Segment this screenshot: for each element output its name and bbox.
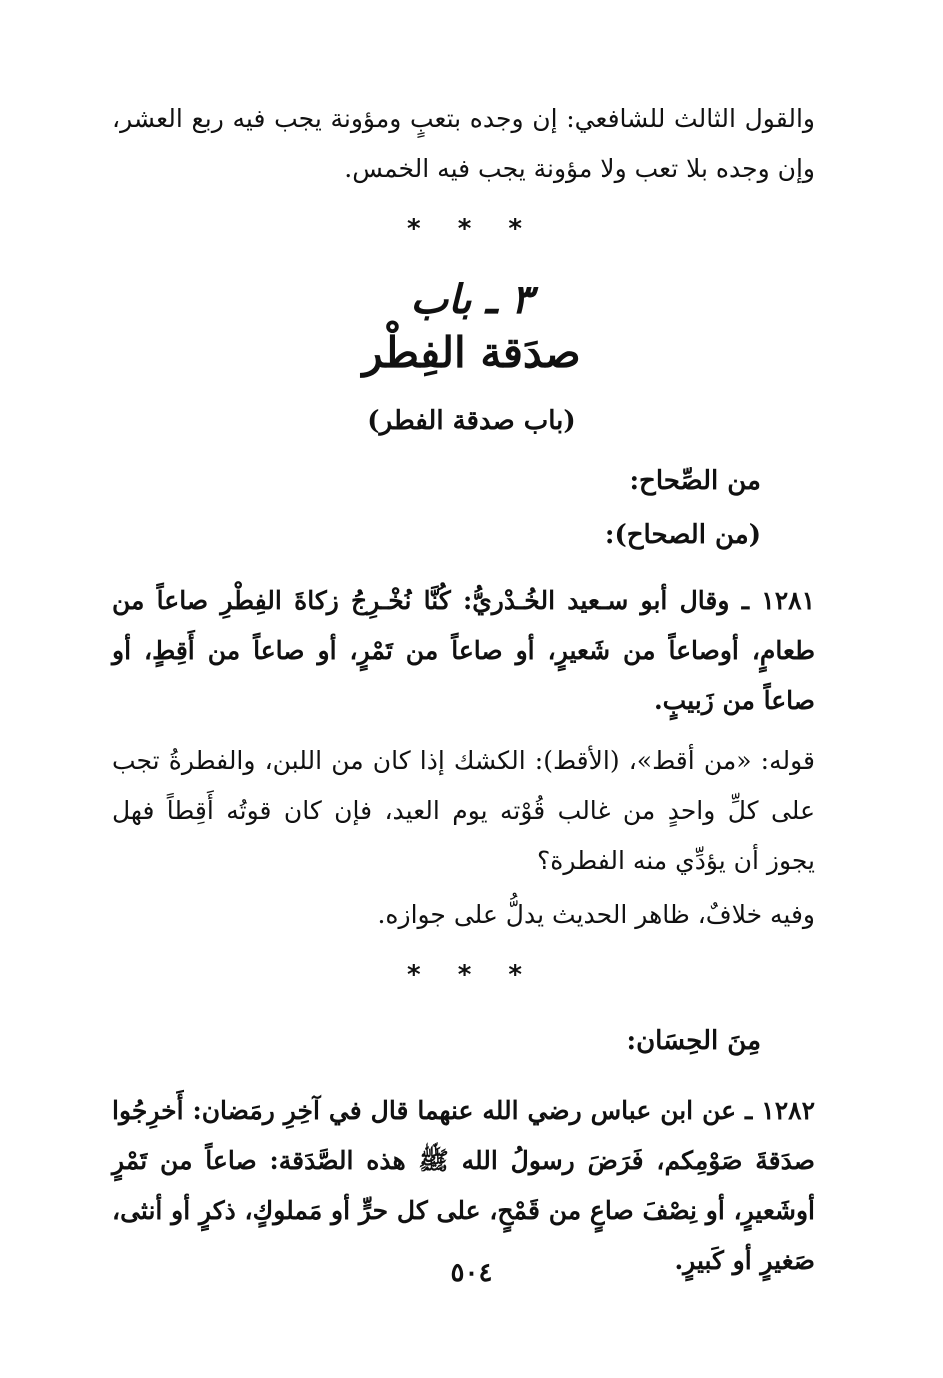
chapter-subtitle: (باب صدقة الفطر) [367,406,576,436]
section-heading-sihah: من الصِّحاح: [629,466,761,496]
hadith-1281: ١٢٨١ ـ وقال أبو سـعيد الخُـدْريُّ: كُنَّا نُخْـرِجُ زكاةَ الفِطْرِ صاعاً من طعامٍ، أوصاعاً من شَعيرٍ، أو صاعاً من تَمْرٍ، أو صاعاً من أَقِطٍ، أو صاعاً من زَبيبٍ. [112,586,815,715]
chapter-number: ٣ ـ باب [410,276,533,323]
chapter-title: صدَقة الفِطْر [362,328,581,377]
hadith-1282: ١٢٨٢ ـ عن ابن عباس رضي الله عنهما قال في آخِرِ رمَضان: أَخرِجُوا صدَقةَ صَوْمِكم، فَرَضَ رسولُ الله ﷺ هذه الصَّدَقة: صاعاً من تَمْرٍ أوشَعيرٍ، أو نِصْفَ صاعٍ من قَمْحٍ، على كل حرٍّ أو مَملوكٍ، ذكرٍ أو أنثى، صَغيرٍ أو كَبيرٍ. [112,1096,815,1275]
separator-stars-1: * * * [407,214,536,244]
commentary-paragraph: قوله: «من أقط»، (الأقط): الكشك إذا كان من اللبن، والفطرةُ تجب على كلِّ واحدٍ من غالب قُوْته يوم العيد، فإن كان قوتُه أَقِطاً فهل يجوز أن يؤدِّي منه الفطرة؟ [112,746,815,875]
disagreement-paragraph: وفيه خلافٌ، ظاهر الحديث يدلُّ على جوازه. [377,900,815,929]
page-number: ٥٠٤ [450,1258,493,1288]
section-heading-hisan: مِنَ الحِسَان: [626,1026,761,1056]
section-heading-sihah-paren: (من الصحاح): [604,520,761,550]
opening-paragraph: والقول الثالث للشافعي: إن وجده بتعبٍ ومؤونة يجب فيه ربع العشر، وإن وجده بلا تعب ولا مؤونة يجب فيه الخمس. [112,104,815,183]
separator-stars-2: * * * [407,960,536,990]
